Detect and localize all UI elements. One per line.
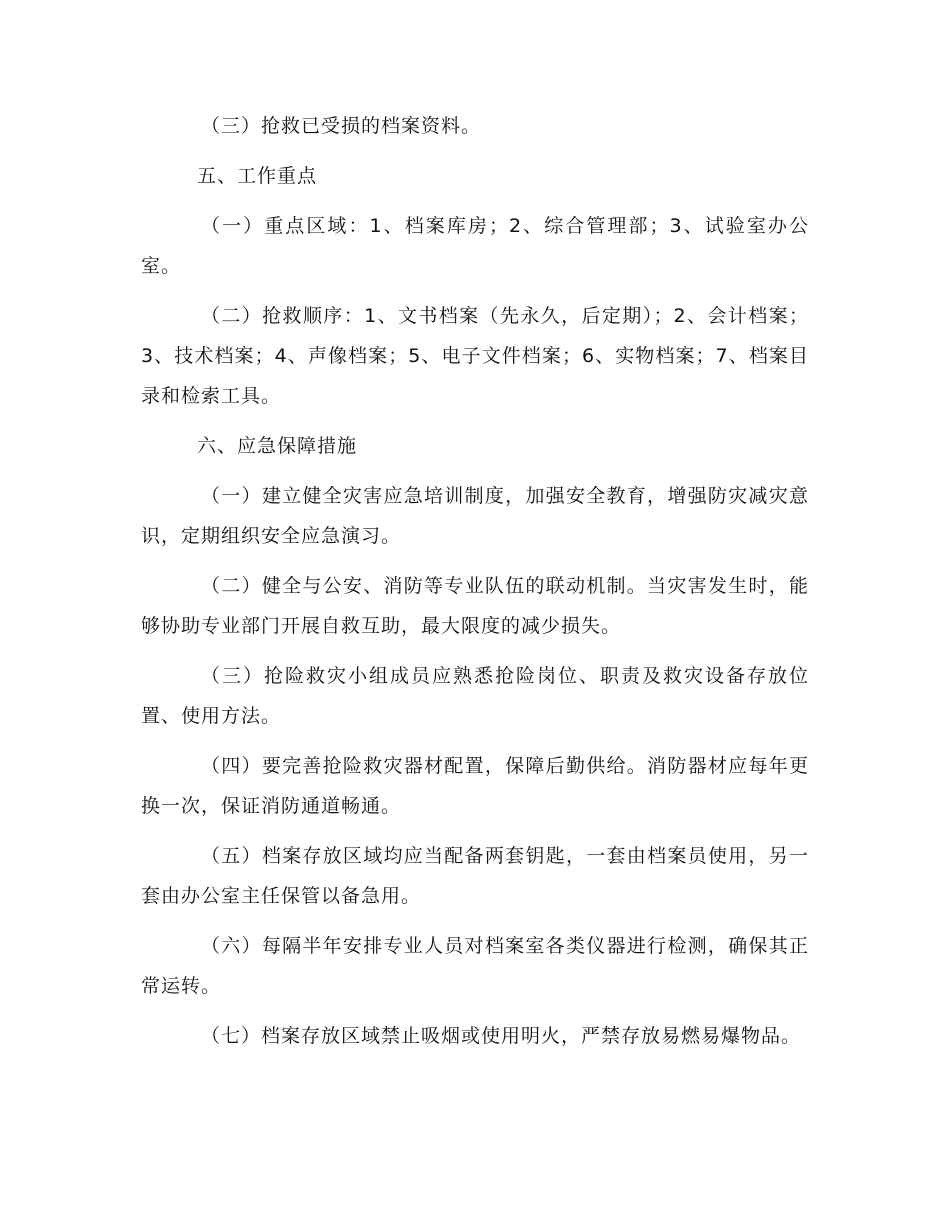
paragraph-keys: （五）档案存放区域均应当配备两套钥匙，一套由档案员使用，另一套由办公室主任保管以备急用。	[141, 845, 809, 907]
paragraph-rescue-damaged: （三）抢救已受损的档案资料。	[201, 115, 482, 137]
paragraph-training-system: （一）建立健全灾害应急培训制度，加强安全教育，增强防灾减灾意识，定期组织安全应急演习。	[141, 485, 809, 547]
section-heading-work-focus: 五、工作重点	[197, 165, 318, 187]
document-body	[141, 106, 809, 1066]
paragraph-instrument-check: （六）每隔半年安排专业人员对档案室各类仪器进行检测，确保其正常运转。	[141, 935, 809, 997]
paragraph-fire-prohibition: （七）档案存放区域禁止吸烟或使用明火，严禁存放易燃易爆物品。	[201, 1025, 802, 1047]
paragraph-equipment-config: （四）要完善抢险救灾器材配置，保障后勤供给。消防器材应每年更换一次，保证消防通道畅通。	[141, 755, 809, 817]
paragraph-team-familiarity: （三）抢险救灾小组成员应熟悉抢险岗位、职责及救灾设备存放位置、使用方法。	[141, 665, 809, 727]
paragraph-key-areas: （一）重点区域：1、档案库房；2、综合管理部；3、试验室办公室。	[141, 215, 809, 277]
paragraph-linkage-mechanism: （二）健全与公安、消防等专业队伍的联动机制。当灾害发生时，能够协助专业部门开展自救互助，最大限度的减少损失。	[141, 575, 809, 637]
section-heading-emergency-measures: 六、应急保障措施	[197, 435, 358, 457]
paragraph-rescue-order: （二）抢救顺序：1、文书档案（先永久，后定期）；2、会计档案；3、技术档案；4、声像档案；5、电子文件档案；6、实物档案；7、档案目录和检索工具。	[141, 305, 809, 407]
